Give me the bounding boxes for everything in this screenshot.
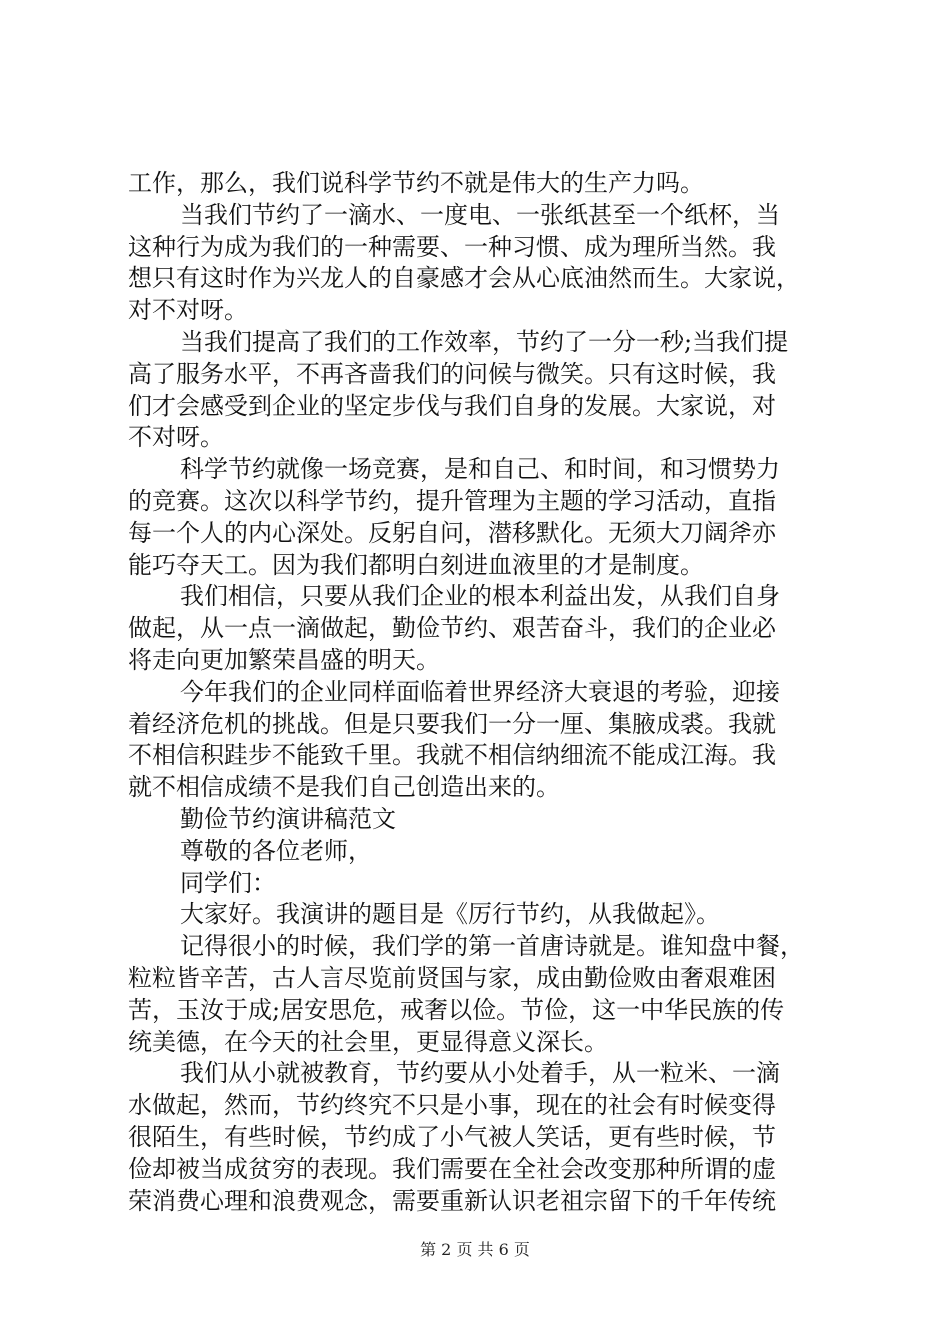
- text-line: 统美德，在今天的社会里，更显得意义深长。: [128, 1027, 608, 1056]
- text-line: 不对呀。: [128, 423, 224, 452]
- text-line: 俭却被当成贫穷的表现。我们需要在全社会改变那种所谓的虚: [128, 1154, 776, 1183]
- document-body: [128, 168, 832, 1217]
- text-line: 粒粒皆辛苦，古人言尽览前贤国与家，成由勤俭败由奢艰难困: [128, 963, 776, 992]
- text-line: 的竞赛。这次以科学节约，提升管理为主题的学习活动，直指: [128, 486, 776, 515]
- text-line: 大家好。我演讲的题目是《厉行节约，从我做起》。: [180, 900, 720, 929]
- text-line: 当我们提高了我们的工作效率，节约了一分一秒;当我们提: [180, 327, 789, 356]
- text-line: 同学们：: [180, 868, 276, 897]
- text-line: 尊敬的各位老师，: [180, 836, 372, 865]
- text-line: 科学节约就像一场竞赛，是和自己、和时间，和习惯势力: [180, 455, 780, 484]
- text-line: 我们从小就被教育，节约要从小处着手，从一粒米、一滴: [180, 1059, 780, 1088]
- text-line: 我们相信，只要从我们企业的根本利益出发，从我们自身: [180, 582, 780, 611]
- text-line: 工作，那么，我们说科学节约不就是伟大的生产力吗。: [128, 169, 704, 197]
- text-line: 荣消费心理和浪费观念，需要重新认识老祖宗留下的千年传统: [128, 1186, 776, 1215]
- text-line: 做起，从一点一滴做起，勤俭节约、艰苦奋斗，我们的企业必: [128, 614, 776, 643]
- text-line: 高了服务水平，不再吝啬我们的问候与微笑。只有这时候，我: [128, 359, 776, 388]
- text-line: 很陌生，有些时候，节约成了小气被人笑话，更有些时候，节: [128, 1122, 776, 1151]
- text-line: 将走向更加繁荣昌盛的明天。: [128, 645, 440, 674]
- text-line: 着经济危机的挑战。但是只要我们一分一厘、集腋成裘。我就: [128, 709, 776, 738]
- text-line: 不相信积跬步不能致千里。我就不相信纳细流不能成江海。我: [128, 741, 776, 770]
- text-line: 记得很小的时候，我们学的第一首唐诗就是。谁知盘中餐，: [180, 932, 804, 961]
- text-line: 想只有这时作为兴龙人的自豪感才会从心底油然而生。大家说，: [128, 264, 800, 293]
- page-footer: 第 2 页 共 6 页: [420, 1240, 530, 1259]
- text-line: 当我们节约了一滴水、一度电、一张纸甚至一个纸杯，当: [180, 200, 780, 229]
- text-line: 勤俭节约演讲稿范文: [180, 804, 396, 833]
- text-line: 就不相信成绩不是我们自己创造出来的。: [128, 773, 560, 802]
- text-line: 今年我们的企业同样面临着世界经济大衰退的考验，迎接: [180, 677, 780, 706]
- text-line: 能巧夺天工。因为我们都明白刻进血液里的才是制度。: [128, 550, 704, 579]
- text-line: 们才会感受到企业的坚定步伐与我们自身的发展。大家说，对: [128, 391, 776, 420]
- text-line: 水做起，然而，节约终究不只是小事，现在的社会有时候变得: [128, 1091, 776, 1120]
- text-line: 这种行为成为我们的一种需要、一种习惯、成为理所当然。我: [128, 232, 776, 261]
- text-line: 苦，玉汝于成;居安思危，戒奢以俭。节俭，这一中华民族的传: [128, 995, 785, 1024]
- text-line: 对不对呀。: [128, 296, 248, 325]
- text-line: 每一个人的内心深处。反躬自问，潜移默化。无须大刀阔斧亦: [128, 518, 776, 547]
